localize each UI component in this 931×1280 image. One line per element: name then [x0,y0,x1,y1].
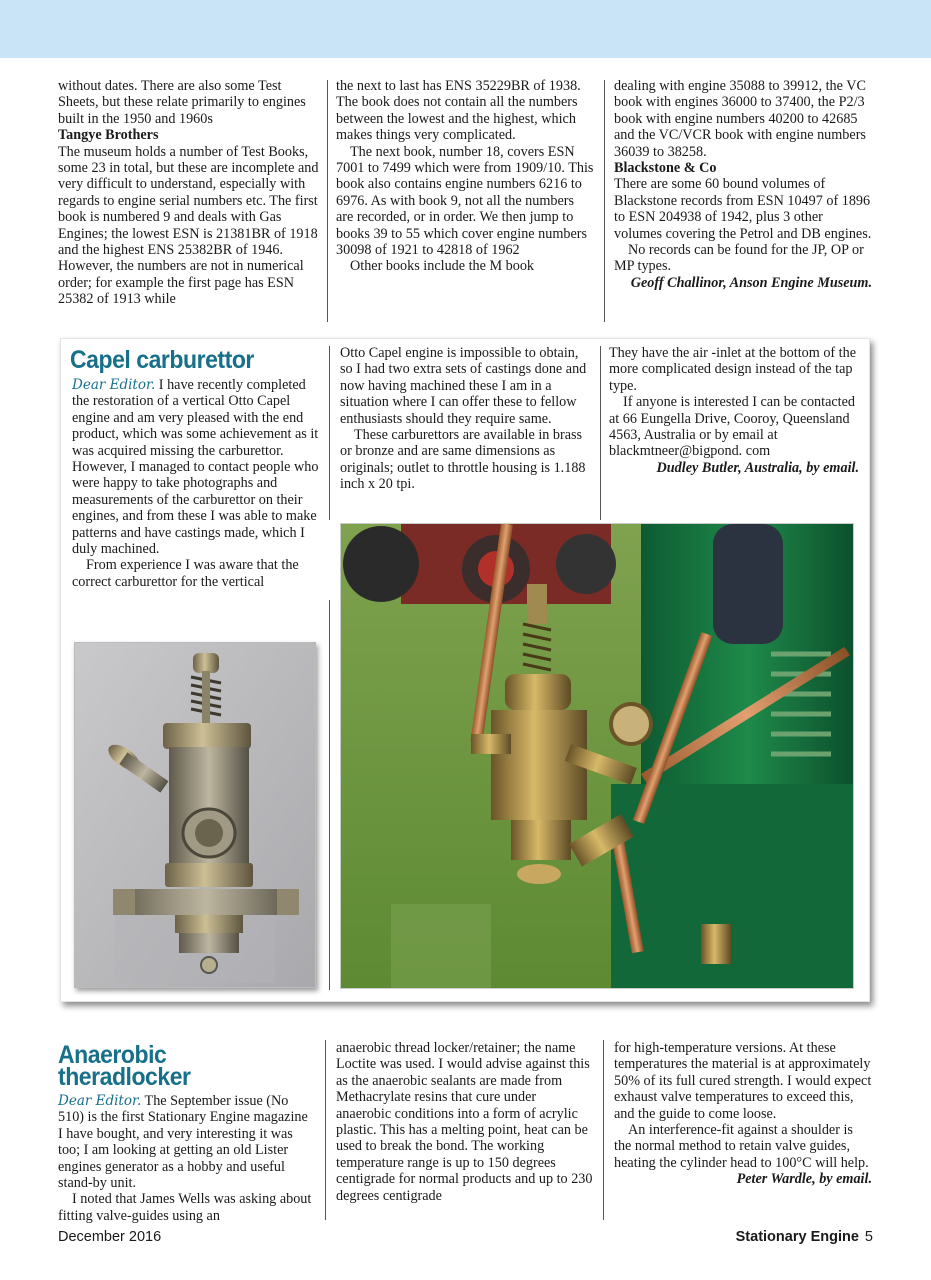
paragraph: From experience I was aware that the correct carburettor for the vertical [72,557,299,590]
paragraph: No records can be found for the JP, OP or MP types. [614,242,864,275]
paragraph: for high-temperature versions. At these temperatures the material is at approximately 50% of its full cured strength. I would expect exhaust valve temperatures to exceed this, and the guide to come loose. [614,1040,872,1122]
subheading-tangye: Tangye Brothers [58,127,159,144]
paragraph: Otto Capel engine is impossible to obtain, so I had two extra sets of castings done and now having machined these I am in a situation where I can offer these to fellow enthusiasts should they require same. [340,345,587,427]
capel-column-3 [609,345,859,476]
column-divider [329,600,330,990]
dear-editor: Dear Editor. [72,377,156,393]
paragraph-text: I have recently completed the restoration of a vertical Otto Capel engine and am very pleased with the end product, which was some achievement as it was acquired missing the carburettor. However, I managed to contact people who were happy to take photographs and measurements of the carburettor on their engines, and from these I was able to make patterns and have castings made, which I duly machined. [72,377,319,558]
footer-date: December 2016 [58,1229,162,1245]
column-divider [603,1040,604,1220]
paragraph: the next to last has ENS 35229BR of 1938. The book does not contain all the numbers between the lowest and the highest, which makes things very complicated. [336,78,581,144]
paragraph: I noted that James Wells was asking about fitting valve-guides using an [58,1191,312,1224]
engine-carburettor-photo [340,523,854,989]
paragraph: They have the air -inlet at the bottom of the more complicated design instead of the tap type. [609,345,857,394]
paragraph: An interference-fit against a shoulder is the normal method to retain valve guides, heating the cylinder head to 100°C will help. [614,1122,869,1171]
paragraph: These carburettors are available in brass or bronze and are same dimensions as originals; outlet to throttle housing is 1.188 inch x 20 tpi. [340,427,586,493]
column-divider [600,346,601,520]
title-line: Anaerobic [58,1041,167,1069]
paragraph [58,1093,314,1191]
top-column-3 [614,78,872,291]
paragraph: If anyone is interested I can be contacted at 66 Eungella Drive, Cooroy, Queensland 4563, Australia or by email at blackmtneer@bigpond. com [609,394,856,460]
footer-magazine [736,1229,873,1245]
paragraph: The next book, number 18, covers ESN 7001 to 7499 which were from 1909/10. This book also contains engine numbers 6216 to 6976. As with book 9, not all the numbers are recorded, or in order. We then jump to books 39 to 55 which cover engine numbers 30098 of 1921 to 42818 of 1962 [336,143,594,259]
capel-column-1 [72,377,324,590]
anaerobic-column-1 [58,1093,314,1224]
subheading-blackstone: Blackstone & Co [614,160,717,177]
anaerobic-column-2 [336,1040,594,1204]
signature: Dudley Butler, Australia, by email. [656,459,859,476]
anaerobic-column-3 [614,1040,872,1188]
paragraph-text: The September issue (No 510) is the first Stationary Engine magazine I have bought, and very interesting it was too; I am looking at getting an old Lister engines generator as a hobby and useful stand-by unit. [58,1093,308,1192]
paragraph: Other books include the M book [350,258,535,275]
signature: Geoff Challinor, Anson Engine Museum. [630,274,872,291]
paragraph: dealing with engine 35088 to 39912, the VC book with engines 36000 to 37400, the P2/3 book with engine numbers 40200 to 42685 and the VC/VCR book with engine numbers 36039 to 38258. [614,78,866,160]
top-column-2 [336,78,594,275]
magazine-name: Stationary Engine [735,1229,859,1245]
dear-editor: Dear Editor. [58,1093,142,1109]
anaerobic-title [58,1041,191,1091]
top-column-1 [58,78,320,308]
paragraph: anaerobic thread locker/retainer; the name Loctite was used. I would advise against this as the anaerobic sealants are made from Methacrylate resins that cure under anaerobic conditions into a form of acrylic plastic. This has a melting point, heat can be used to break the bond. The working temperature range is up to 150 degrees centigrade for normal products and up to 230 degrees centigrade [336,1040,593,1204]
column-divider [329,346,330,520]
paragraph [72,377,324,557]
top-band [0,0,931,58]
carburettor-photo [74,642,316,988]
title-line: theradlocker [58,1063,191,1091]
page-number: 5 [864,1229,873,1245]
capel-column-2 [340,345,592,493]
paragraph: without dates. There are also some Test Sheets, but these relate primarily to engines built in the 1950 and 1960s [58,78,306,127]
column-divider [604,80,605,322]
signature: Peter Wardle, by email. [736,1171,872,1188]
paragraph: The museum holds a number of Test Books, some 23 in total, but these are incomplete and very difficult to understand, especially with regards to engine serial numbers etc. The first book is numbered 9 and deals with Gas Engines; the lowest ESN is 21381BR of 1918 and the highest ENS 25382BR of 1946. However, the numbers are not in numerical order; for example the first page has ESN 25382 of 1913 while [58,143,319,308]
paragraph: There are some 60 bound volumes of Blackstone records from ESN 10497 of 1896 to ESN 204938 of 1942, plus 3 other volumes covering the Petrol and DB engines. [614,176,872,242]
capel-title: Capel carburettor [70,346,254,374]
column-divider [327,80,328,322]
column-divider [325,1040,326,1220]
